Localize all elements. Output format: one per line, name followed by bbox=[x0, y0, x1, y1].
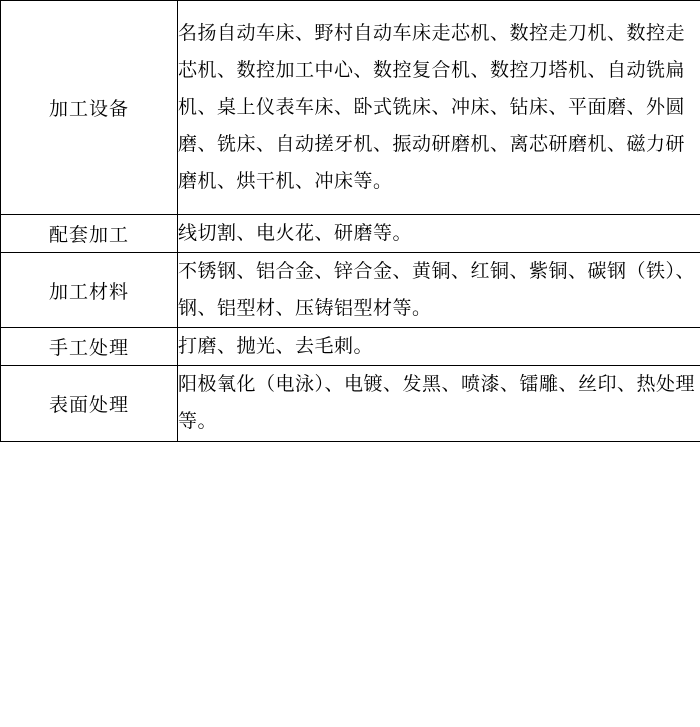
row-label-materials: 加工材料 bbox=[1, 253, 178, 328]
table-row bbox=[1, 328, 700, 366]
row-label-surface-treatment: 表面处理 bbox=[1, 366, 178, 441]
row-value-manual-processing bbox=[178, 328, 700, 366]
row-label-manual-processing: 手工处理 bbox=[1, 328, 178, 366]
row-value-materials bbox=[178, 253, 700, 328]
row-value-processing-equipment bbox=[178, 1, 700, 215]
row-value-text: 线切割、电火花、研磨等。 bbox=[178, 222, 413, 245]
row-label-supporting-processing: 配套加工 bbox=[1, 215, 178, 253]
table-row bbox=[1, 1, 700, 215]
table-row bbox=[1, 366, 700, 441]
row-label-processing-equipment: 加工设备 bbox=[1, 1, 178, 215]
row-value-text: 打磨、抛光、去毛刺。 bbox=[178, 335, 374, 358]
row-value-text: 阳极氧化（电泳）、电镀、发黑、喷漆、镭雕、丝印、热处理等。 bbox=[178, 373, 696, 433]
table-row bbox=[1, 253, 700, 328]
row-value-supporting-processing bbox=[178, 215, 700, 253]
row-value-text: 名扬自动车床、野村自动车床走芯机、数控走刀机、数控走芯机、数控加工中心、数控复合机、数控刀塔机、自动铣扁机、桌上仪表车床、卧式铣床、冲床、钻床、平面磨、外圆磨、铣床、自动搓牙机、振动研磨机、离芯研磨机、磁力研磨机、烘干机、冲床等。 bbox=[178, 22, 686, 193]
table-body bbox=[1, 1, 700, 442]
table-row bbox=[1, 215, 700, 253]
row-value-text: 不锈钢、铝合金、锌合金、黄铜、红铜、紫铜、碳钢（铁）、钢、铝型材、压铸铝型材等。 bbox=[178, 260, 696, 320]
row-value-surface-treatment bbox=[178, 366, 700, 441]
